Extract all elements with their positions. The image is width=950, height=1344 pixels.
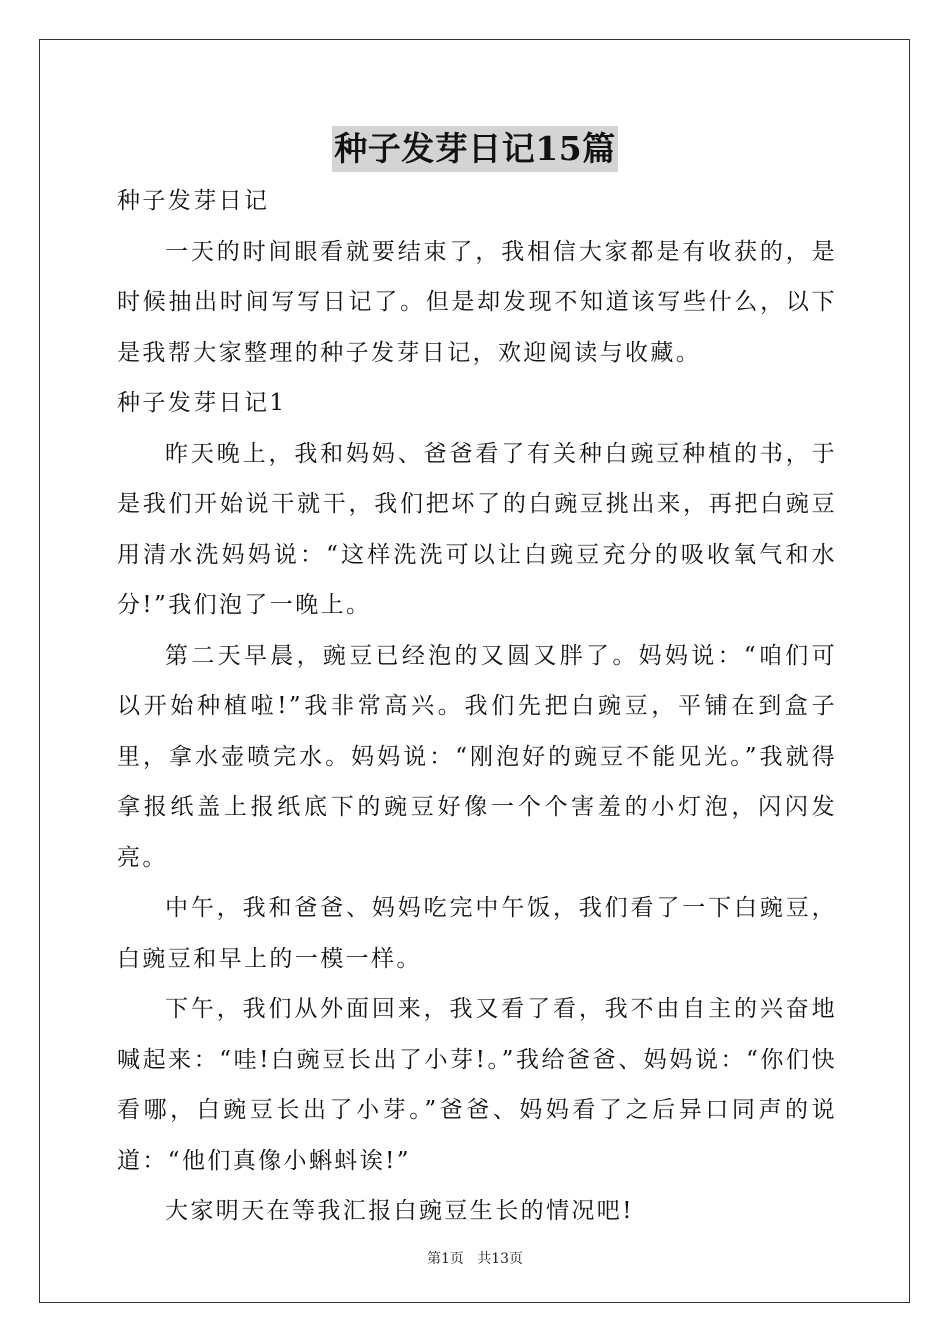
body-paragraph: 大家明天在等我汇报白豌豆生长的情况吧! bbox=[165, 1198, 634, 1224]
document-title: 种子发芽日记15篇 bbox=[332, 126, 617, 172]
section-heading: 种子发芽日记1 bbox=[117, 390, 287, 416]
document-body bbox=[117, 176, 837, 1237]
title-container bbox=[0, 126, 950, 172]
intro-paragraph: 一天的时间眼看就要结束了，我相信大家都是有收获的，是时候抽出时间写写日记了。但是却发现不知道该写些什么，以下是我帮大家整理的种子发芽日记，欢迎阅读与收藏。 bbox=[117, 238, 837, 366]
body-paragraph: 下午，我们从外面回来，我又看了看，我不由自主的兴奋地喊起来：“哇!白豌豆长出了小芽!。”我给爸爸、妈妈说：“你们快看哪，白豌豆长出了小芽。”爸爸、妈妈看了之后异口同声的说道：“他们真像小蝌蚪诶!” bbox=[117, 996, 837, 1174]
page-footer: 第1页 共13页 bbox=[426, 1251, 524, 1267]
body-paragraph: 第二天早晨，豌豆已经泡的又圆又胖了。妈妈说：“咱们可以开始种植啦!”我非常高兴。我们先把白豌豆，平铺在到盒子里，拿水壶喷完水。妈妈说：“刚泡好的豌豆不能见光。”我就得拿报纸盖上报纸底下的豌豆好像一个个害羞的小灯泡，闪闪发亮。 bbox=[117, 642, 837, 871]
body-paragraph: 昨天晚上，我和妈妈、爸爸看了有关种白豌豆种植的书，于是我们开始说干就干，我们把坏了的白豌豆挑出来，再把白豌豆用清水洗妈妈说：“这样洗洗可以让白豌豆充分的吸收氧气和水分!”我们泡了一晚上。 bbox=[117, 440, 837, 618]
body-paragraph: 中午，我和爸爸、妈妈吃完中午饭，我们看了一下白豌豆，白豌豆和早上的一模一样。 bbox=[117, 895, 837, 972]
subtitle-paragraph: 种子发芽日记 bbox=[117, 188, 270, 214]
